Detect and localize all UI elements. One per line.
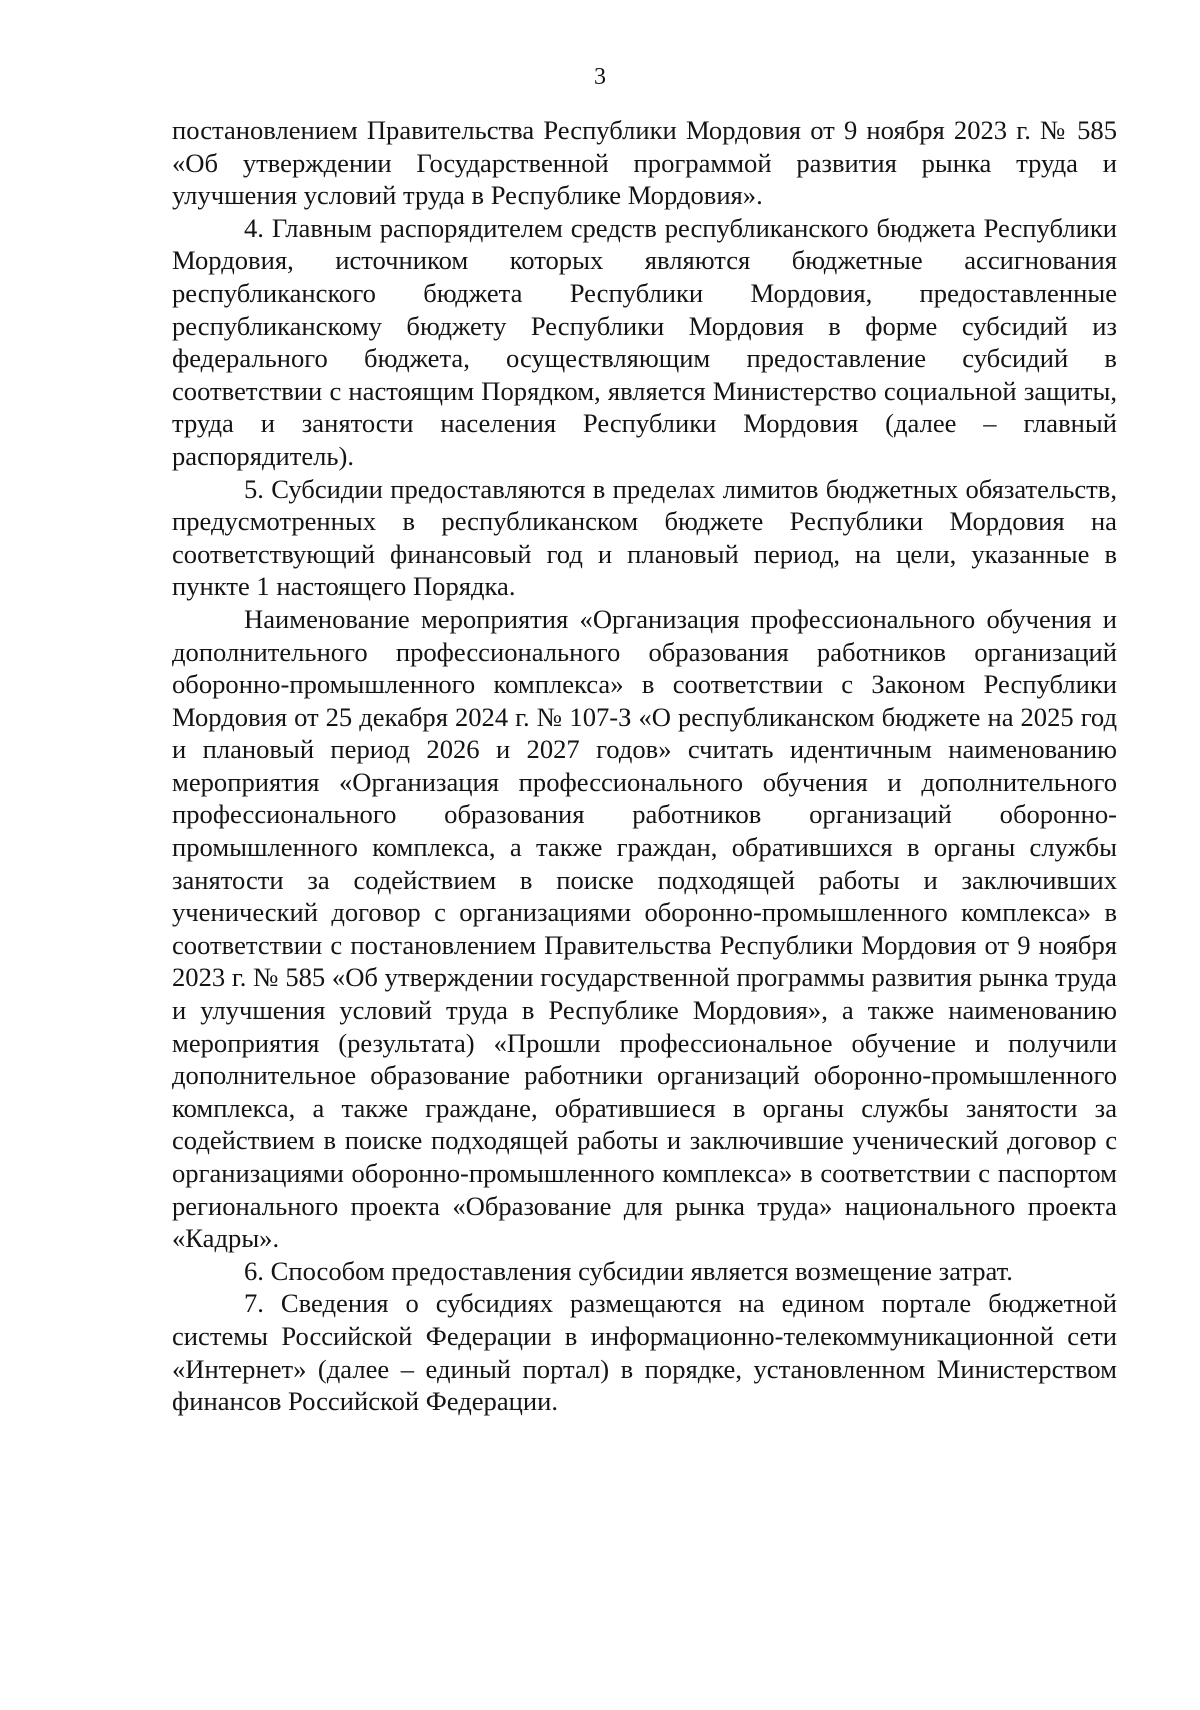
paragraph-activity-name: Наименование мероприятия «Организация профессионального обучения и дополнительного профессионального образования работников организаций оборонно-промышленного комплекса» в соответствии с Законом Республики Мордовия от 25 декабря 2024 г. № 107-З «О республиканском бюджете на 2025 год и плановый период 2026 и 2027 годов» считать идентичным наименованию мероприятия «Организация профессионального обучения и дополнительного профессионального образования работников организаций оборонно-промышленного комплекса, а также граждан, обратившихся в органы службы занятости за содействием в поиске подходящей работы и заключивших ученический договор с организациями оборонно-промышленного комплекса» в соответствии с постановлением Правительства Республики Мордовия от 9 ноября 2023 г. № 585 «Об утверждении государственной программы развития рынка труда и улучшения условий труда в Республике Мордовия», а также наименованию мероприятия (результата) «Прошли профессиональное обучение и получили дополнительное образование работники организаций оборонно-промышленного комплекса, а также граждане, обратившиеся в органы службы занятости за содействием в поиске подходящей работы и заключившие ученический договор с организациями оборонно-промышленного комплекса» в соответствии с паспортом регионального проекта «Образование для рынка труда» национального проекта «Кадры». [172, 603, 1117, 1254]
page-number: 3 [594, 64, 606, 90]
paragraph-item-5: 5. Субсидии предоставляются в пределах лимитов бюджетных обязательств, предусмотренных в республиканском бюджете Республики Мордовия на соответствующий финансовый год и плановый период, на цели, указанные в пункте 1 настоящего Порядка. [172, 473, 1117, 602]
paragraph-item-4: 4. Главным распорядителем средств республиканского бюджета Республики Мордовия, источником которых являются бюджетные ассигнования республиканского бюджета Республики Мордовия, предоставленные республиканскому бюджету Республики Мордовия в форме субсидий из федерального бюджета, осуществляющим предоставление субсидий в соответствии с настоящим Порядком, является Министерство социальной защиты, труда и занятости населения Республики Мордовия (далее – главный распорядитель). [172, 212, 1117, 471]
paragraph-item-6: 6. Способом предоставления субсидии является возмещение затрат. [244, 1255, 1013, 1286]
document-body [172, 114, 1117, 1418]
paragraph-continuation: постановлением Правительства Республики Мордовия от 9 ноября 2023 г. № 585 «Об утверждении Государственной программой развития рынка труда и улучшения условий труда в Республике Мордовия». [172, 115, 1117, 211]
paragraph-item-7: 7. Сведения о субсидиях размещаются на едином портале бюджетной системы Российской Федерации в информационно-телекоммуникационной сети «Интернет» (далее – единый портал) в порядке, установленном Министерством финансов Российской Федерации. [172, 1288, 1117, 1417]
